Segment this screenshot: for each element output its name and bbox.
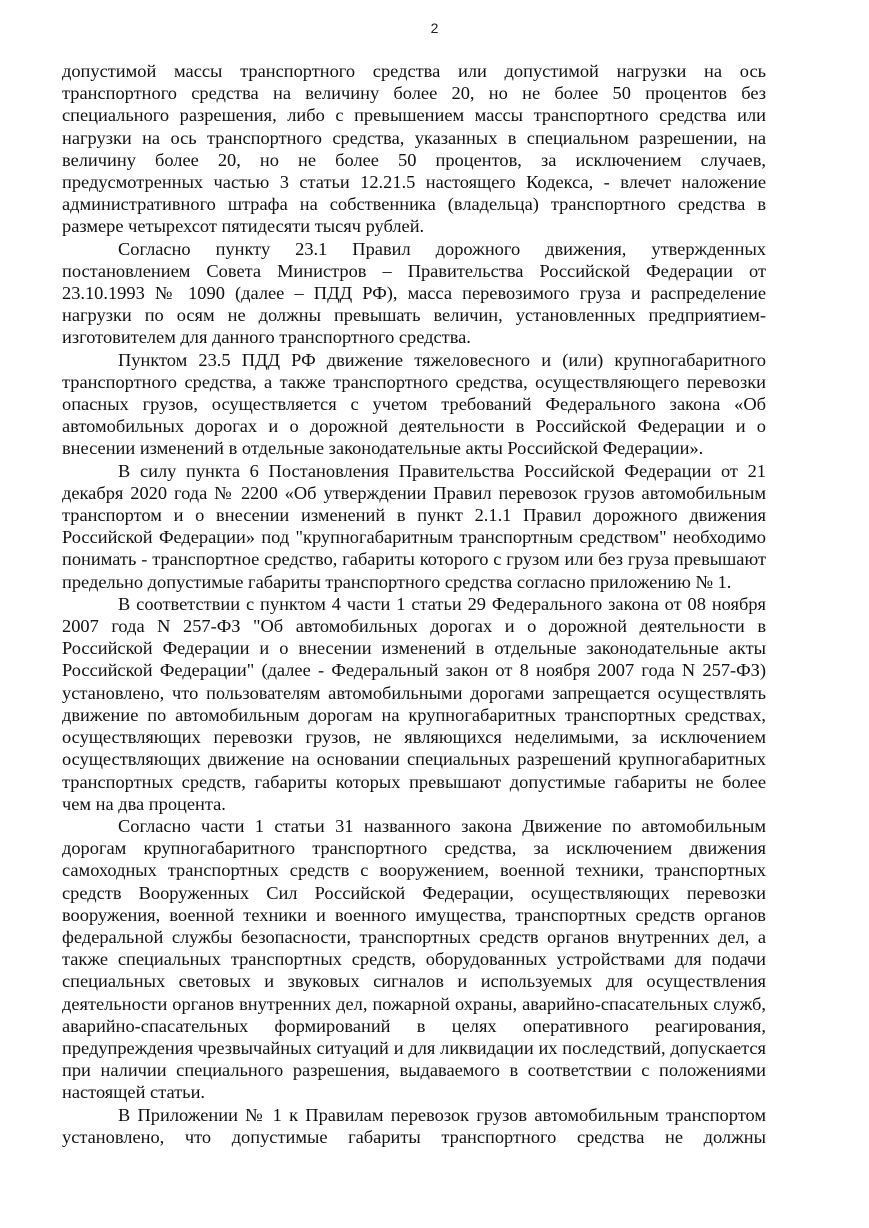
- paragraph-appendix-1: В Приложении № 1 к Правилам перевозок грузов автомобильным транспортом установлено, что допустимые габариты транспортного средства не должны: [62, 1104, 766, 1147]
- paragraph-resolution-2200: В силу пункта 6 Постановления Правительства Российской Федерации от 21 декабря 2020 года № 2200 «Об утверждении Правил перевозок грузов автомобильным транспортом и о внесении изменений в пункт 2.1.1 Правил дорожного движения Российской Федерации» под "крупногабаритным транспортным средством" необходимо понимать - транспортное средство, габариты которого с грузом или без груза превышают предельно допустимые габариты транспортного средства согласно приложению № 1.: [62, 460, 766, 592]
- paragraph-law-257-art-31: Согласно части 1 статьи 31 названного закона Движение по автомобильным дорогам крупногабаритного транспортного средства, за исключением движения самоходных транспортных средств с вооружением, военной техники, транспортных средств Вооруженных Сил Российской Федерации, осуществляющих перевозки вооружения, военной техники и военного имущества, транспортных средств органов федеральной службы безопасности, транспортных средств органов внутренних дел, а также специальных транспортных средств, оборудованных устройствами для подачи специальных световых и звуковых сигналов и используемых для осуществления деятельности органов внутренних дел, пожарной охраны, аварийно-спасательных служб, аварийно-спасательных формирований в целях оперативного реагирования, предупреждения чрезвычайных ситуаций и для ликвидации их последствий, допускается при наличии специального разрешения, выдаваемого в соответствии с положениями настоящей статьи.: [62, 815, 766, 1103]
- page-number: 2: [430, 20, 439, 36]
- document-body: [62, 60, 766, 1148]
- paragraph-law-257-art-29: В соответствии с пунктом 4 части 1 статьи 29 Федерального закона от 08 ноября 2007 года N 257-ФЗ "Об автомобильных дорогах и о дорожной деятельности в Российской Федерации и о внесении изменений в отдельные законодательные акты Российской Федерации" (далее - Федеральный закон от 8 ноября 2007 года N 257-ФЗ) установлено, что пользователям автомобильными дорогами запрещается осуществлять движение по автомобильным дорогам на крупногабаритных транспортных средствах, осуществляющих перевозки грузов, не являющихся неделимыми, за исключением осуществляющих движение на основании специальных разрешений крупногабаритных транспортных средств, габариты которых превышают допустимые габариты не более чем на два процента.: [62, 593, 766, 814]
- paragraph-pdd-23-1: Согласно пункту 23.1 Правил дорожного движения, утвержденных постановлением Совета Министров – Правительства Российской Федерации от 23.10.1993 № 1090 (далее – ПДД РФ), масса перевозимого груза и распределение нагрузки по осям не должны превышать величин, установленных предприятием-изготовителем для данного транспортного средства.: [62, 238, 766, 348]
- paragraph-continuation: допустимой массы транспортного средства или допустимой нагрузки на ось транспортного средства на величину более 20, но не более 50 процентов без специального разрешения, либо с превышением массы транспортного средства или нагрузки на ось транспортного средства, указанных в специальном разрешении, на величину более 20, но не более 50 процентов, за исключением случаев, предусмотренных частью 3 статьи 12.21.5 настоящего Кодекса, - влечет наложение административного штрафа на собственника (владельца) транспортного средства в размере четырехсот пятидесяти тысяч рублей.: [62, 61, 766, 237]
- paragraph-pdd-23-5: Пунктом 23.5 ПДД РФ движение тяжеловесного и (или) крупногабаритного транспортного средства, а также транспортного средства, осуществляющего перевозки опасных грузов, осуществляется с учетом требований Федерального закона «Об автомобильных дорогах и о дорожной деятельности в Российской Федерации и о внесении изменений в отдельные законодательные акты Российской Федерации».: [62, 349, 766, 459]
